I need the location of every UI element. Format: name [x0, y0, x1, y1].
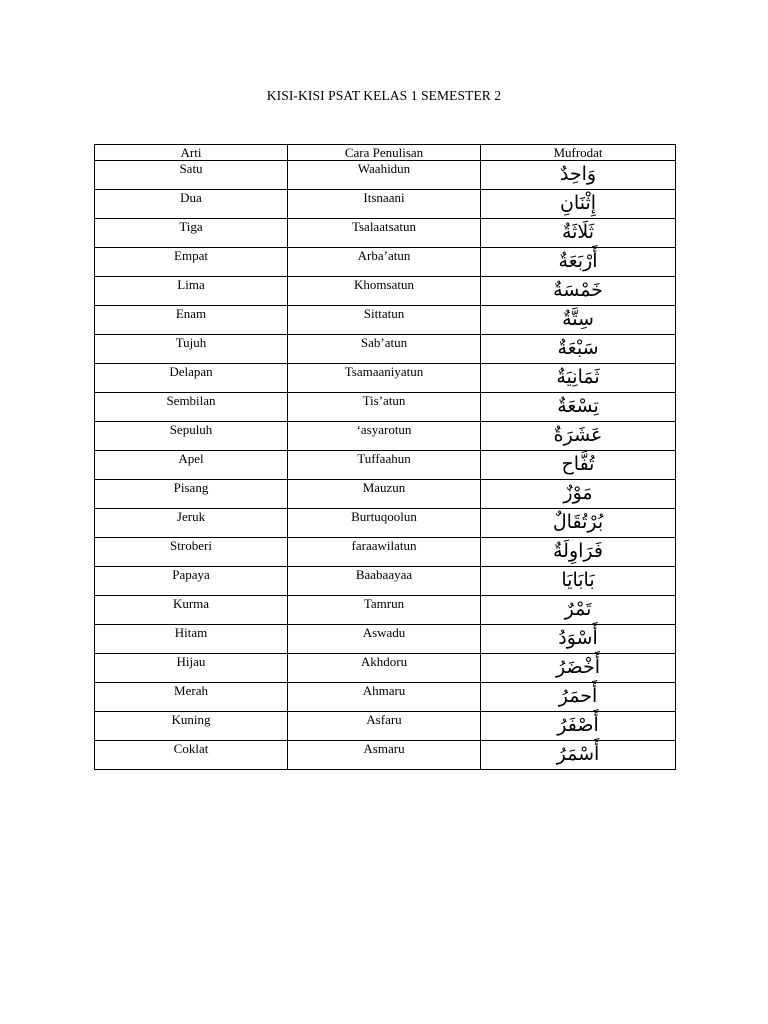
cell-cara-penulisan: Sittatun	[288, 306, 481, 335]
table-row	[95, 219, 676, 248]
cell-arti: Tiga	[95, 219, 288, 248]
cell-arti: Delapan	[95, 364, 288, 393]
table-row	[95, 248, 676, 277]
cell-cara-penulisan: Sab’atun	[288, 335, 481, 364]
cell-cara-penulisan: Asfaru	[288, 712, 481, 741]
cell-arti: Enam	[95, 306, 288, 335]
column-header-arti: Arti	[95, 145, 288, 161]
cell-cara-penulisan: Tis’atun	[288, 393, 481, 422]
cell-arti: Dua	[95, 190, 288, 219]
cell-arti: Tujuh	[95, 335, 288, 364]
cell-cara-penulisan: Ahmaru	[288, 683, 481, 712]
cell-cara-penulisan: Akhdoru	[288, 654, 481, 683]
cell-mufrodat: ثَمَانِيَةٌ	[481, 364, 676, 393]
cell-cara-penulisan: Waahidun	[288, 161, 481, 190]
cell-cara-penulisan: Baabaayaa	[288, 567, 481, 596]
table-row	[95, 741, 676, 770]
cell-arti: Kurma	[95, 596, 288, 625]
table-body	[95, 161, 676, 770]
table-row	[95, 683, 676, 712]
cell-cara-penulisan: Aswadu	[288, 625, 481, 654]
cell-arti: Hijau	[95, 654, 288, 683]
cell-mufrodat: أَسْمَرُ	[481, 741, 676, 770]
cell-mufrodat: عَشَرَةٌ	[481, 422, 676, 451]
table-row	[95, 422, 676, 451]
table-row	[95, 567, 676, 596]
vocabulary-table	[94, 144, 676, 770]
cell-arti: Empat	[95, 248, 288, 277]
cell-cara-penulisan: Asmaru	[288, 741, 481, 770]
cell-mufrodat: ثَلَاثَةٌ	[481, 219, 676, 248]
cell-mufrodat: بُرْتُقَالٌ	[481, 509, 676, 538]
cell-arti: Stroberi	[95, 538, 288, 567]
cell-cara-penulisan: Tamrun	[288, 596, 481, 625]
column-header-cara-penulisan: Cara Penulisan	[288, 145, 481, 161]
column-header-mufrodat: Mufrodat	[481, 145, 676, 161]
cell-mufrodat: خَمْسَةٌ	[481, 277, 676, 306]
table-row	[95, 451, 676, 480]
table-header-row	[95, 145, 676, 161]
cell-mufrodat: بَابَايَا	[481, 567, 676, 596]
table-row	[95, 364, 676, 393]
cell-arti: Pisang	[95, 480, 288, 509]
cell-mufrodat: أَصْفَرُ	[481, 712, 676, 741]
cell-mufrodat: أَخْضَرُ	[481, 654, 676, 683]
cell-mufrodat: أَسْوَدُ	[481, 625, 676, 654]
cell-mufrodat: فَرَاوِلَةٌ	[481, 538, 676, 567]
cell-arti: Hitam	[95, 625, 288, 654]
cell-cara-penulisan: Burtuqoolun	[288, 509, 481, 538]
cell-cara-penulisan: Mauzun	[288, 480, 481, 509]
cell-mufrodat: تُفَّاح	[481, 451, 676, 480]
cell-cara-penulisan: Arba’atun	[288, 248, 481, 277]
table-row	[95, 712, 676, 741]
table-row	[95, 277, 676, 306]
cell-mufrodat: إِثْنَانِ	[481, 190, 676, 219]
page-title: KISI-KISI PSAT KELAS 1 SEMESTER 2	[266, 88, 502, 103]
table-row	[95, 625, 676, 654]
table-row	[95, 190, 676, 219]
cell-mufrodat: أَرْبَعَةٌ	[481, 248, 676, 277]
cell-arti: Merah	[95, 683, 288, 712]
table-row	[95, 538, 676, 567]
table-row	[95, 480, 676, 509]
cell-arti: Papaya	[95, 567, 288, 596]
cell-cara-penulisan: Tuffaahun	[288, 451, 481, 480]
cell-cara-penulisan: ‘asyarotun	[288, 422, 481, 451]
cell-mufrodat: تِسْعَةٌ	[481, 393, 676, 422]
table-row	[95, 161, 676, 190]
table-row	[95, 306, 676, 335]
table-row	[95, 393, 676, 422]
cell-arti: Jeruk	[95, 509, 288, 538]
cell-cara-penulisan: Khomsatun	[288, 277, 481, 306]
table-row	[95, 335, 676, 364]
cell-cara-penulisan: Tsalaatsatun	[288, 219, 481, 248]
table-row	[95, 596, 676, 625]
cell-cara-penulisan: Itsnaani	[288, 190, 481, 219]
cell-mufrodat: أَحمَرُ	[481, 683, 676, 712]
cell-arti: Coklat	[95, 741, 288, 770]
table-row	[95, 509, 676, 538]
cell-mufrodat: سَبْعَةٌ	[481, 335, 676, 364]
cell-arti: Apel	[95, 451, 288, 480]
cell-arti: Kuning	[95, 712, 288, 741]
cell-mufrodat: مَوْزٌ	[481, 480, 676, 509]
cell-arti: Sembilan	[95, 393, 288, 422]
cell-arti: Lima	[95, 277, 288, 306]
table-row	[95, 654, 676, 683]
cell-mufrodat: تَمْرٌ	[481, 596, 676, 625]
cell-cara-penulisan: faraawilatun	[288, 538, 481, 567]
cell-cara-penulisan: Tsamaaniyatun	[288, 364, 481, 393]
cell-mufrodat: سِتَّةٌ	[481, 306, 676, 335]
cell-arti: Satu	[95, 161, 288, 190]
cell-mufrodat: وَاحِدٌ	[481, 161, 676, 190]
cell-arti: Sepuluh	[95, 422, 288, 451]
